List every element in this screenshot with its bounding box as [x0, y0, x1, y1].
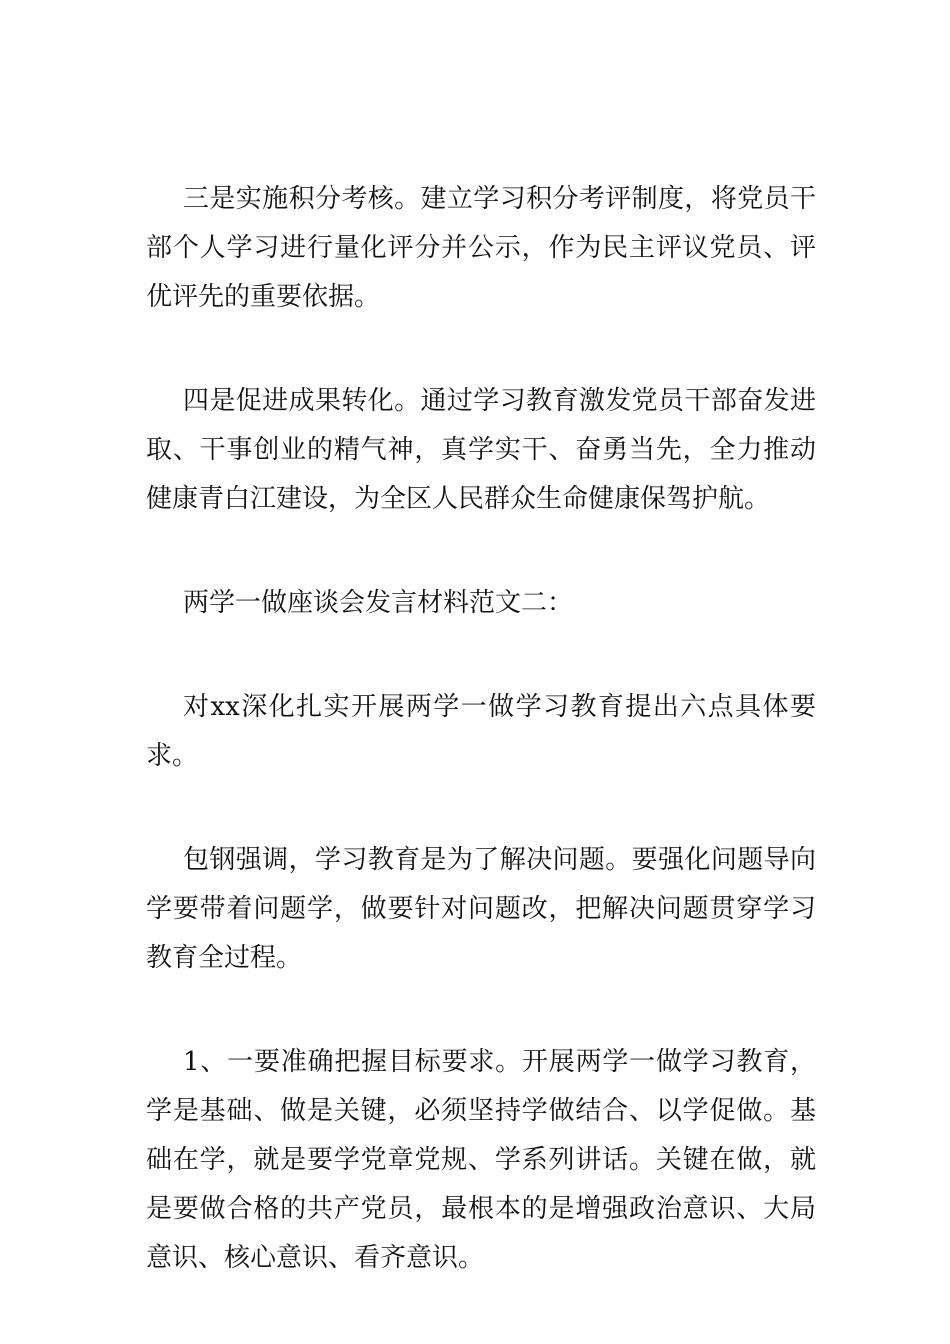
paragraph-gap — [146, 524, 816, 579]
section-heading: 两学一做座谈会发言材料范文二： — [183, 588, 574, 618]
paragraph-1: 三是实施积分考核。建立学习积分考评制度，将党员干部个人学习进行量化评分并公示，作为民主评议党员、评优评先的重要依据。 — [146, 184, 816, 312]
paragraph-5: 1、一要准确把握目标要求。开展两学一做学习教育，学是基础、做是关键，必须坚持学做结合、以学促做。基础在学，就是要学党章党规、学系列讲话。关键在做，就是要做合格的共产党员，最根本的是增强政治意识、大局意识、核心意识、看齐意识。 — [146, 1047, 816, 1273]
paragraph-2: 四是促进成果转化。通过学习教育激发党员干部奋发进取、干事创业的精气神，真学实干、奋勇当先，全力推动健康青白江建设，为全区人民群众生命健康保驾护航。 — [146, 386, 816, 514]
paragraph-gap — [146, 983, 816, 1038]
paragraph-gap — [146, 628, 816, 683]
paragraph-3: 对xx深化扎实开展两学一做学习教育提出六点具体要求。 — [146, 692, 816, 771]
paragraph-gap — [146, 781, 816, 836]
paragraph-4: 包钢强调，学习教育是为了解决问题。要强化问题导向学要带着问题学，做要针对问题改，把解决问题贯穿学习教育全过程。 — [146, 845, 816, 973]
document-body — [146, 175, 816, 1283]
paragraph-gap — [146, 322, 816, 377]
